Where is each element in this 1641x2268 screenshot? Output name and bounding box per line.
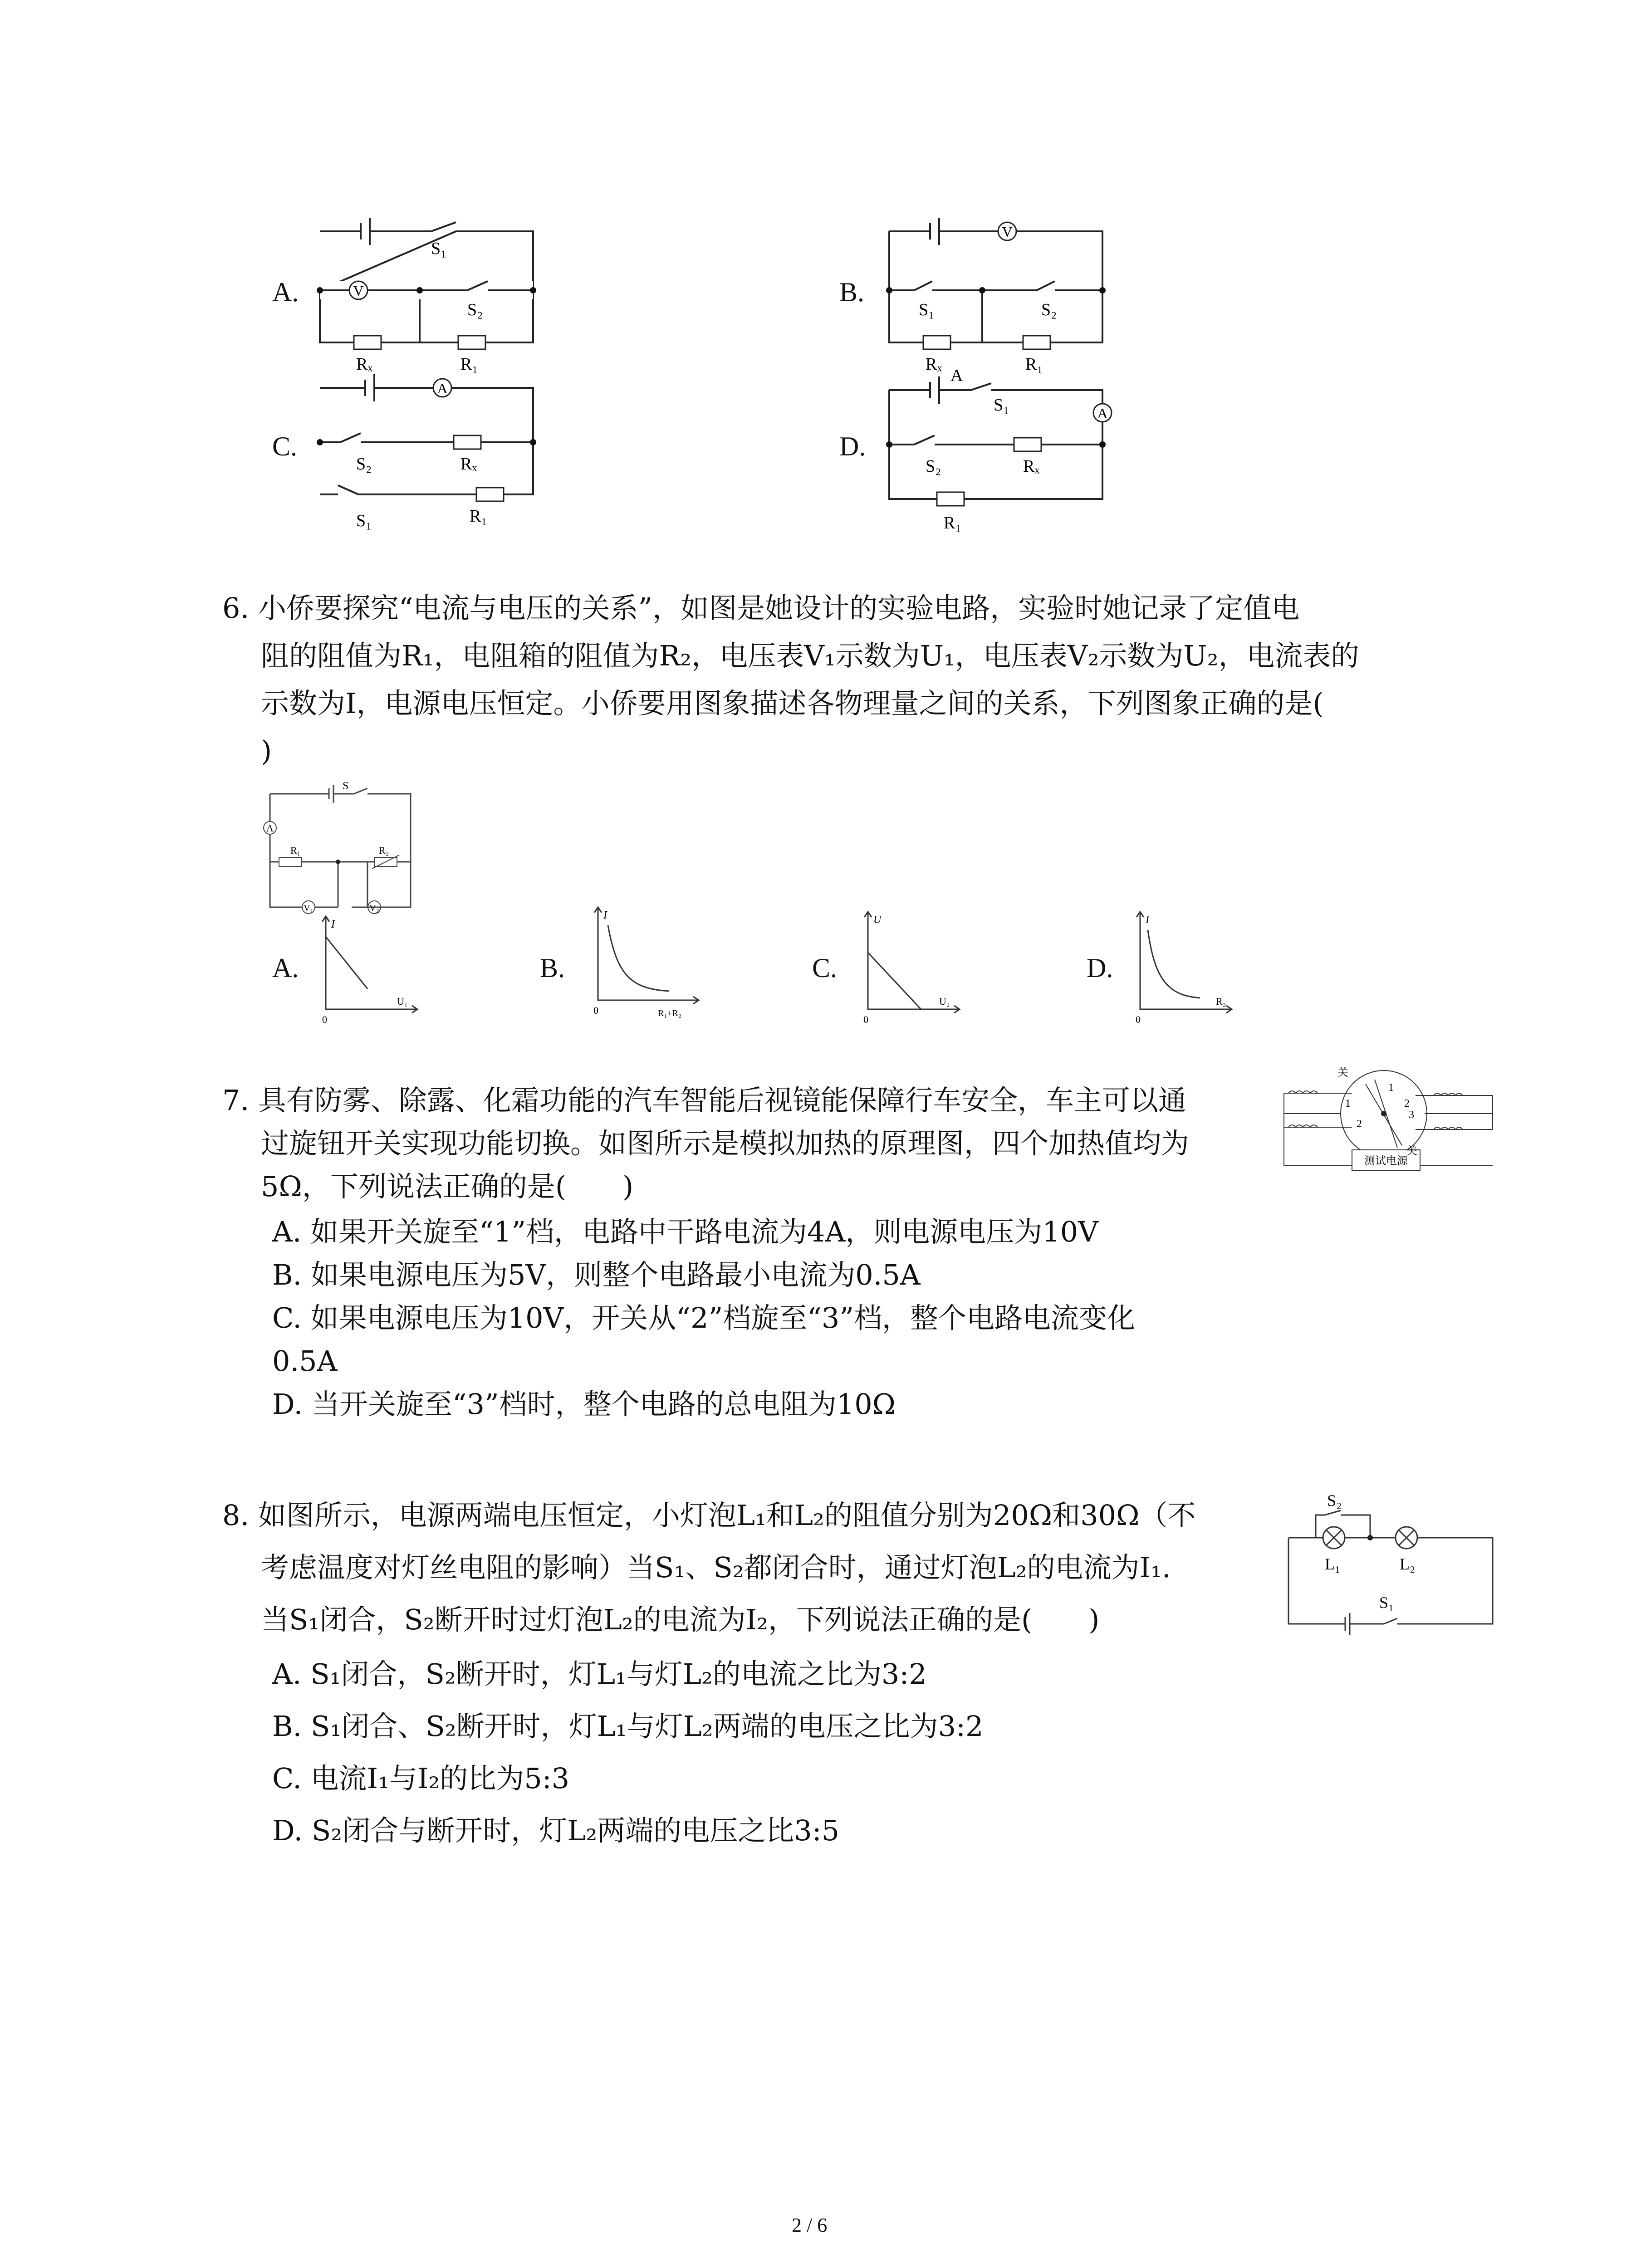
q8-fig-s2: S₂: [1327, 1491, 1342, 1510]
q5-option-b-letter: B.: [839, 277, 865, 307]
q6-graph-b-letter: B.: [540, 953, 565, 983]
q7-fig-guan-top: 关: [1337, 1067, 1348, 1079]
page-number: 2 / 6: [792, 2214, 828, 2236]
q6-graph-a-ylabel: I: [331, 919, 335, 930]
q5c-s1-label: S₁: [356, 511, 372, 530]
q7-fig-n3: 3: [1409, 1109, 1414, 1121]
q6-circuit: [261, 771, 420, 921]
q5-option-c-letter: C.: [272, 431, 298, 461]
q6-graph-c: [860, 912, 964, 1025]
q5a-s1-label: S₁: [431, 239, 447, 258]
q7-fig-n2b: 2: [1357, 1118, 1362, 1130]
q6-graph-c-xlabel: U₂: [939, 996, 950, 1007]
q5d-s1-label: S₁: [994, 396, 1009, 415]
q6-graph-b: [590, 907, 708, 1021]
q6-circuit-a: A: [266, 822, 274, 834]
q7-line-2: 过旋钮开关实现功能切换。如图所示是模拟加热的原理图，四个加热值均为: [261, 1127, 1190, 1160]
q8-figure: [1288, 1488, 1497, 1633]
q8-option-c: C. 电流I₁与I₂的比为5:3: [272, 1762, 570, 1795]
q8-fig-s1: S₁: [1379, 1593, 1394, 1612]
q6-line-3: 示数为I，电源电压恒定。小侨要用图象描述各物理量之间的关系，下列图象正确的是(: [261, 687, 1324, 720]
q6-graph-a-origin: 0: [322, 1014, 327, 1025]
q5c-rx-label: Rₓ: [460, 455, 477, 474]
q6-circuit-v1: V₁: [304, 903, 314, 913]
q6-graph-b-xlabel: R₁+R₂: [658, 1008, 681, 1018]
q5-option-d-letter: D.: [839, 431, 866, 461]
q5-circuit-c: [318, 372, 554, 544]
q5-circuit-b: [887, 213, 1123, 376]
q5b-s2-label: S₂: [1041, 300, 1057, 319]
q7-fig-n1: 1: [1388, 1082, 1394, 1094]
q5-circuit-d: [887, 367, 1123, 544]
q6-line-2: 阻的阻值为R₁，电阻箱的阻值为R₂，电压表V₁示数为U₁，电压表V₂示数为U₂，电流表的: [261, 639, 1359, 672]
q7-option-b: B. 如果电源电压为5V，则整个电路最小电流为0.5A: [272, 1258, 921, 1291]
q6-circuit-v2: V₂: [369, 903, 379, 913]
q7-fig-power: 测试电源: [1364, 1155, 1408, 1167]
q7-option-d: D. 当开关旋至“3”档时，整个电路的总电阻为10Ω: [272, 1388, 896, 1421]
q8-line-3: 当S₁闭合，S₂断开时过灯泡L₂的电流为I₂，下列说法正确的是( ): [261, 1603, 1100, 1636]
q6-circuit-r2: R₂: [379, 845, 389, 856]
q6-graph-c-ylabel: U: [873, 914, 882, 926]
q5a-rx-label: Rₓ: [356, 355, 373, 374]
q6-graph-a-letter: A.: [272, 953, 299, 983]
q8-option-d: D. S₂闭合与断开时，灯L₂两端的电压之比3:5: [272, 1814, 840, 1847]
q5c-ammeter-label: A: [437, 380, 448, 396]
q5b-s1-label: S₁: [919, 300, 935, 319]
q6-graph-c-letter: C.: [812, 953, 838, 983]
q8-option-b: B. S₁闭合、S₂断开时，灯L₁与灯L₂两端的电压之比为3:2: [272, 1710, 984, 1743]
q6-graph-a: [318, 916, 422, 1025]
q6-graph-d-ylabel: I: [1146, 914, 1149, 926]
q6-graph-b-origin: 0: [593, 1005, 598, 1016]
q7-fig-guan-bottom: 关: [1406, 1145, 1417, 1157]
q8-line-1: 8. 如图所示，电源两端电压恒定，小灯泡L₁和L₂的阻值分别为20Ω和30Ω（不: [222, 1499, 1196, 1532]
q7-fig-n2: 2: [1404, 1098, 1410, 1110]
q5d-rx-label: Rₓ: [1023, 457, 1040, 476]
q5-circuit-a: [318, 213, 554, 376]
q6-circuit-s: S: [343, 780, 349, 792]
q7-option-c-cont: 0.5A: [272, 1344, 338, 1378]
q7-option-c: C. 如果电源电压为10V，开关从“2”档旋至“3”档，整个电路电流变化: [272, 1301, 1135, 1334]
q5c-r1-label: R₁: [470, 507, 487, 526]
q7-line-3: 5Ω，下列说法正确的是( ): [261, 1170, 634, 1203]
q5-option-a-letter: A.: [272, 277, 299, 307]
q5a-s2-label: S₂: [467, 300, 483, 319]
q5b-r1-label: R₁: [1025, 355, 1043, 374]
q5d-a-label: A: [950, 366, 963, 385]
q7-line-1: 7. 具有防雾、除露、化霜功能的汽车智能后视镜能保障行车安全，车主可以通: [222, 1084, 1186, 1117]
q8-line-2: 考虑温度对灯丝电阻的影响）当S₁、S₂都闭合时，通过灯泡L₂的电流为I₁.: [261, 1551, 1171, 1584]
q6-graph-c-origin: 0: [863, 1014, 868, 1025]
q6-line-4: ): [261, 734, 272, 767]
q6-graph-d-origin: 0: [1136, 1014, 1141, 1025]
q6-graph-a-xlabel: U₁: [397, 996, 408, 1007]
q5d-ammeter-label: A: [1097, 405, 1108, 421]
q7-fig-n1b: 1: [1345, 1098, 1351, 1110]
q7-option-a: A. 如果开关旋至“1”档，电路中干路电流为4A，则电源电压为10V: [272, 1215, 1098, 1248]
q5d-r1-label: R₁: [944, 513, 961, 533]
q8-option-a: A. S₁闭合，S₂断开时，灯L₁与灯L₂的电流之比为3:2: [272, 1657, 927, 1691]
q8-fig-l1: L₁: [1325, 1555, 1341, 1573]
q5b-rx-label: Rₓ: [926, 355, 942, 374]
q5c-s2-label: S₂: [356, 455, 372, 474]
q5a-r1-label: R₁: [460, 355, 478, 374]
q6-line-1: 6. 小侨要探究“电流与电压的关系”，如图是她设计的实验电路，实验时她记录了定值电: [222, 591, 1300, 625]
q5a-voltmeter-label: V: [353, 283, 364, 299]
q6-graph-d: [1132, 912, 1236, 1025]
q5d-s2-label: S₂: [926, 457, 941, 476]
q7-figure: [1284, 1061, 1497, 1179]
q6-graph-d-letter: D.: [1087, 953, 1113, 983]
q6-circuit-r1: R₁: [290, 845, 301, 856]
q5b-voltmeter-label: V: [1002, 224, 1013, 240]
q6-graph-b-ylabel: I: [603, 909, 607, 921]
q6-graph-d-xlabel: R₂: [1216, 996, 1226, 1007]
q8-fig-l2: L₂: [1400, 1555, 1416, 1573]
